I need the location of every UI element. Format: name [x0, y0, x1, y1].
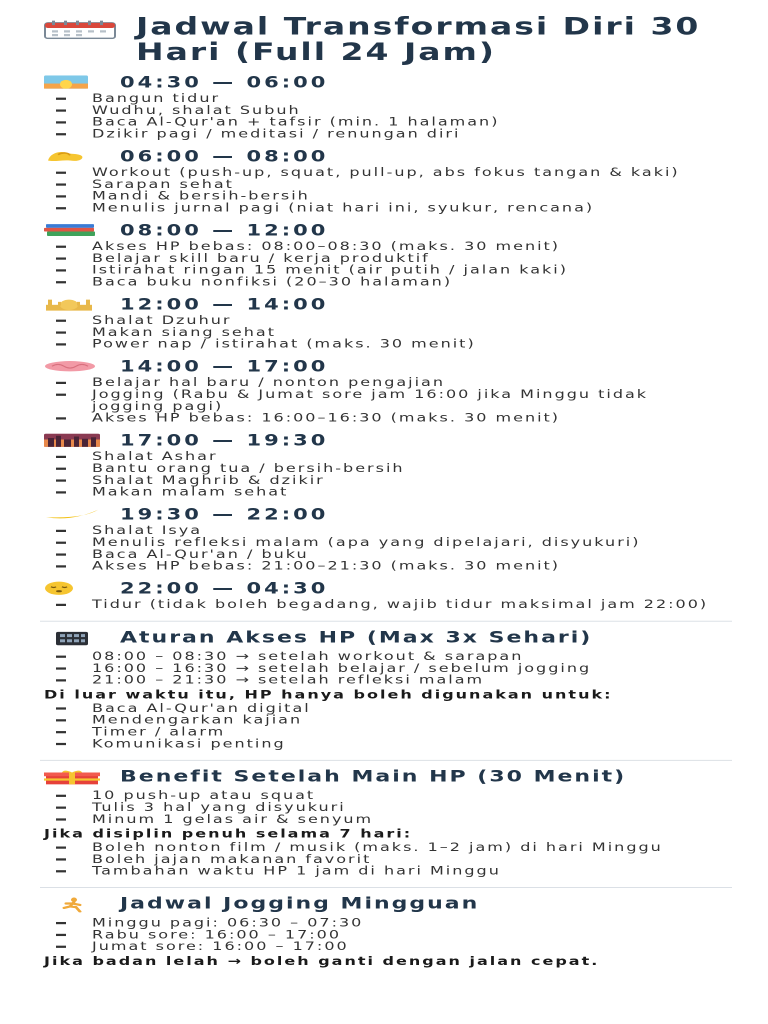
list-item: Istirahat ringan 15 menit (air putih / jalan kaki): [92, 264, 728, 276]
list-item: Timer / alarm: [92, 726, 728, 738]
list-item: Boleh nonton film / musik (maks. 1–2 jam) di hari Minggu: [92, 841, 728, 853]
time-block-1400: [44, 357, 728, 375]
time-label: 08:00 — 12:00: [120, 221, 329, 239]
section-title: Aturan Akses HP (Max 3x Sehari): [120, 628, 593, 647]
crescent-moon-icon: [44, 507, 102, 522]
phone-icon: [44, 631, 100, 649]
list-item: Tambahan waktu HP 1 jam di hari Minggu: [92, 865, 728, 877]
list-item: Mandi & bersih-bersih: [92, 190, 728, 202]
list-item: Makan malam sehat: [92, 486, 728, 498]
list-item: Komunikasi penting: [92, 738, 728, 750]
activity-list: [44, 166, 728, 213]
time-block-1700: [44, 431, 728, 449]
list-item: Menulis jurnal pagi (niat hari ini, syukur, rencana): [92, 202, 728, 214]
list-item: Akses HP bebas: 16:00–16:30 (maks. 30 menit): [92, 412, 728, 424]
list-item: Makan siang sehat: [92, 326, 728, 338]
activity-list: [44, 377, 728, 424]
activity-list: [44, 92, 728, 139]
benefit-heading-row: [44, 768, 728, 788]
list-item: 21:00 – 21:30 → setelah refleksi malam: [92, 674, 728, 686]
activity-list: [44, 240, 728, 287]
list-item: Workout (push-up, squat, pull-up, abs fokus tangan & kaki): [92, 166, 728, 178]
list-item: Wudhu, shalat Subuh: [92, 104, 728, 116]
jogging-note: Jika badan lelah → boleh ganti dengan jalan cepat.: [44, 953, 600, 968]
section-title: Benefit Setelah Main HP (30 Menit): [120, 767, 627, 786]
list-item: Akses HP bebas: 08:00–08:30 (maks. 30 menit): [92, 240, 728, 252]
list-item: Belajar hal baru / nonton pengajian: [92, 377, 728, 389]
divider: [40, 887, 732, 888]
list-item: Baca Al-Qur'an / buku: [92, 548, 728, 560]
time-block-1200: [44, 295, 728, 313]
brain-icon: [44, 359, 102, 374]
sunrise-icon: [44, 75, 102, 90]
time-label: 19:30 — 22:00: [120, 505, 329, 524]
title-row: [44, 11, 728, 66]
hp-schedule-list: [44, 650, 728, 686]
hp-allowed-list: [44, 702, 728, 749]
list-item: 10 push-up atau squat: [92, 790, 728, 802]
activity-list: [44, 525, 728, 572]
list-item: Tulis 3 hal yang disyukuri: [92, 801, 728, 813]
jogging-list: [44, 917, 728, 953]
gift-icon: [44, 770, 100, 788]
document: [44, 11, 728, 969]
list-item: Minggu pagi: 06:30 – 07:30: [92, 917, 728, 929]
list-item: Boleh jajan makanan favorit: [92, 853, 728, 865]
time-block-1930: [44, 505, 728, 523]
list-item: Menulis refleksi malam (apa yang dipelajari, disyukuri): [92, 536, 728, 548]
jogging-heading-row: [44, 895, 728, 915]
list-item: Power nap / istirahat (maks. 30 menit): [92, 338, 728, 350]
hp-note: Di luar waktu itu, HP hanya boleh digunakan untuk:: [44, 687, 613, 702]
runner-icon: [44, 898, 100, 916]
divider: [40, 760, 732, 761]
flexed-arm-icon: [44, 149, 102, 164]
time-block-2200: [44, 579, 728, 597]
list-item: Baca buku nonfiksi (20–30 halaman): [92, 276, 728, 288]
list-item: 08:00 – 08:30 → setelah workout & sarapan: [92, 650, 728, 662]
time-label: 22:00 — 04:30: [120, 579, 329, 598]
time-block-0430: [44, 73, 728, 91]
list-item: Bantu orang tua / bersih-bersih: [92, 462, 728, 474]
calendar-icon: [44, 20, 116, 42]
list-item: Tidur (tidak boleh begadang, wajib tidur maksimal jam 22:00): [92, 599, 728, 611]
list-item: Baca Al-Qur'an digital: [92, 702, 728, 714]
list-item: Jumat sore: 16:00 – 17:00: [92, 940, 728, 952]
sleeping-face-icon: [44, 581, 102, 596]
section-title: Jadwal Jogging Mingguan: [120, 894, 480, 914]
activity-list: [44, 314, 728, 350]
list-item: Akses HP bebas: 21:00–21:30 (maks. 30 menit): [92, 560, 728, 572]
list-item: Bangun tidur: [92, 92, 728, 104]
list-item: Baca Al-Qur'an + tafsir (min. 1 halaman): [92, 116, 728, 128]
time-label: 17:00 — 19:30: [120, 431, 329, 450]
list-item: Mendengarkan kajian: [92, 714, 728, 726]
page-title: Jadwal Transformasi Diri 30 Hari (Full 24 Jam): [136, 11, 701, 66]
sunset-city-icon: [44, 433, 102, 448]
time-label: 06:00 — 08:00: [120, 147, 329, 165]
time-label: 14:00 — 17:00: [120, 357, 329, 376]
reward-list: [44, 841, 728, 877]
list-item: Dzikir pagi / meditasi / renungan diri: [92, 128, 728, 140]
time-label: 12:00 — 14:00: [120, 295, 329, 313]
list-item: Jogging (Rabu & Jumat sore jam 16:00 jika Minggu tidak jogging pagi): [92, 388, 728, 412]
time-block-0600: [44, 147, 728, 165]
list-item: Shalat Isya: [92, 525, 728, 537]
activity-list: [44, 599, 728, 611]
benefit-note: Jika disiplin penuh selama 7 hari:: [44, 826, 413, 841]
hp-rules-heading-row: [44, 629, 728, 649]
activity-list: [44, 451, 728, 498]
list-item: Sarapan sehat: [92, 178, 728, 190]
list-item: Shalat Maghrib & dzikir: [92, 474, 728, 486]
time-block-0800: [44, 221, 728, 239]
benefit-list: [44, 790, 728, 826]
list-item: 16:00 – 16:30 → setelah belajar / sebelum jogging: [92, 662, 728, 674]
list-item: Minum 1 gelas air & senyum: [92, 813, 728, 825]
mosque-icon: [44, 297, 102, 312]
list-item: Shalat Dzuhur: [92, 314, 728, 326]
list-item: Shalat Ashar: [92, 451, 728, 463]
books-icon: [44, 223, 102, 238]
divider: [40, 621, 732, 622]
list-item: Rabu sore: 16:00 – 17:00: [92, 929, 728, 941]
list-item: Belajar skill baru / kerja produktif: [92, 252, 728, 264]
time-label: 04:30 — 06:00: [120, 73, 329, 91]
